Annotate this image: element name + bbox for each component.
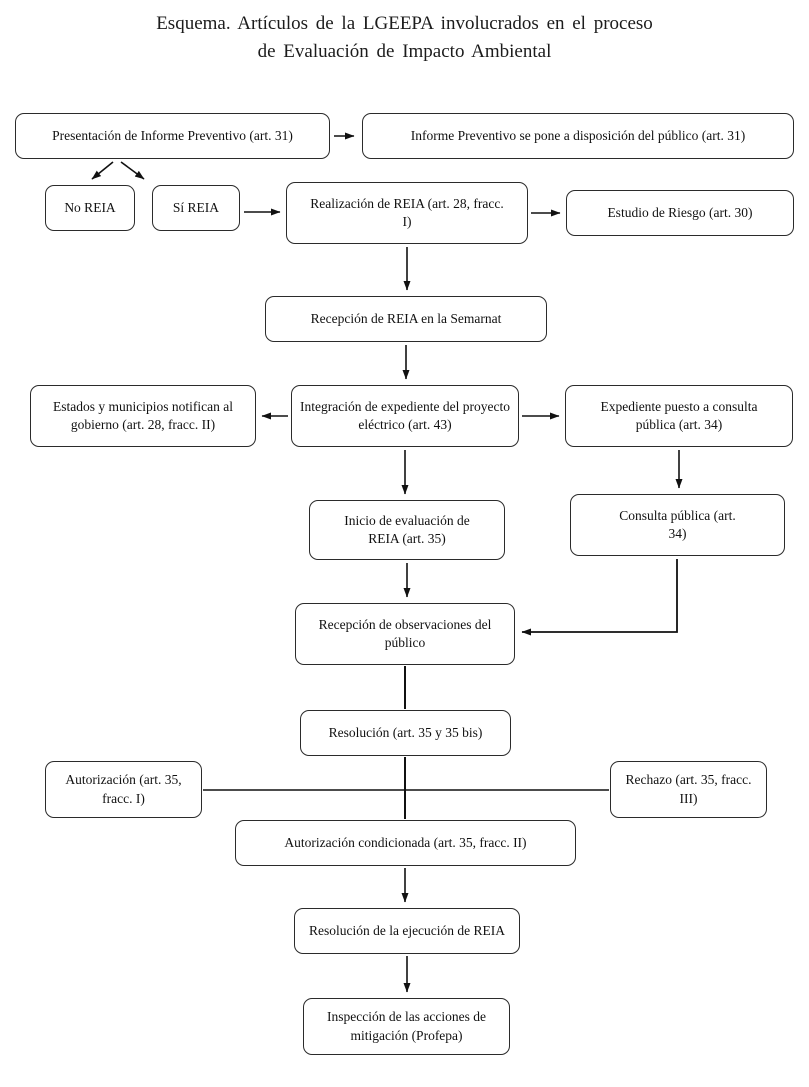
- node-label: Recepción de observaciones del público: [318, 616, 492, 650]
- node-estados-municipios: [30, 385, 256, 447]
- node-estudio-riesgo: [566, 190, 794, 236]
- node-label: Recepción de REIA en la Semarnat: [310, 310, 502, 326]
- node-resolucion: [300, 710, 511, 756]
- node-expediente-consulta: [565, 385, 793, 447]
- node-rechazo: [610, 761, 767, 818]
- node-label: No REIA: [64, 199, 116, 215]
- arrow-presentacion-to-no-reia: [92, 162, 113, 179]
- node-no-reia: [45, 185, 135, 231]
- node-resolucion-ejecucion: [294, 908, 520, 954]
- node-label: Consulta pública (art. 34): [619, 507, 736, 541]
- node-si-reia: [152, 185, 240, 231]
- node-autorizacion-condicionada: [235, 820, 576, 866]
- node-label: Estudio de Riesgo (art. 30): [607, 204, 753, 220]
- node-label: Integración de expediente del proyecto eléctrico (art. 43): [300, 398, 510, 432]
- node-label: Sí REIA: [172, 199, 220, 215]
- node-label: Autorización (art. 35, fracc. I): [65, 772, 182, 806]
- node-label: Realización de REIA (art. 28, fracc. I): [310, 195, 504, 229]
- node-label: Informe Preventivo se pone a disposición del público (art. 31): [410, 127, 746, 143]
- diagram-title-line1: Esquema. Artículos de la LGEEPA involucrados en el proceso: [156, 13, 653, 34]
- arrow-presentacion-to-si-reia: [121, 162, 144, 179]
- node-label: Resolución (art. 35 y 35 bis): [328, 724, 483, 740]
- node-label: Expediente puesto a consulta pública (art. 34): [600, 398, 758, 432]
- node-label: Inicio de evaluación de REIA (art. 35): [344, 512, 470, 546]
- node-recepcion-observaciones: [295, 603, 515, 665]
- node-label: Estados y municipios notifican al gobierno (art. 28, fracc. II): [53, 398, 233, 432]
- node-realizacion-reia: [286, 182, 528, 244]
- node-label: Presentación de Informe Preventivo (art. 31): [52, 127, 293, 143]
- node-label: Inspección de las acciones de mitigación (Profepa): [327, 1009, 486, 1043]
- node-inicio-evaluacion: [309, 500, 505, 560]
- arrow-consulta-to-observaciones: [522, 559, 677, 632]
- node-presentacion-informe: [15, 113, 330, 159]
- node-label: Rechazo (art. 35, fracc. III): [625, 772, 752, 806]
- node-consulta-publica: [570, 494, 785, 556]
- diagram-title-line2: de Evaluación de Impacto Ambiental: [257, 40, 552, 62]
- node-label: Resolución de la ejecución de REIA: [308, 922, 506, 938]
- node-integracion-expediente: [291, 385, 519, 447]
- node-recepcion-reia: [265, 296, 547, 342]
- node-label: Autorización condicionada (art. 35, fracc. II): [284, 834, 527, 850]
- node-inspeccion: [303, 998, 510, 1055]
- node-informe-publico: [362, 113, 794, 159]
- node-autorizacion: [45, 761, 202, 818]
